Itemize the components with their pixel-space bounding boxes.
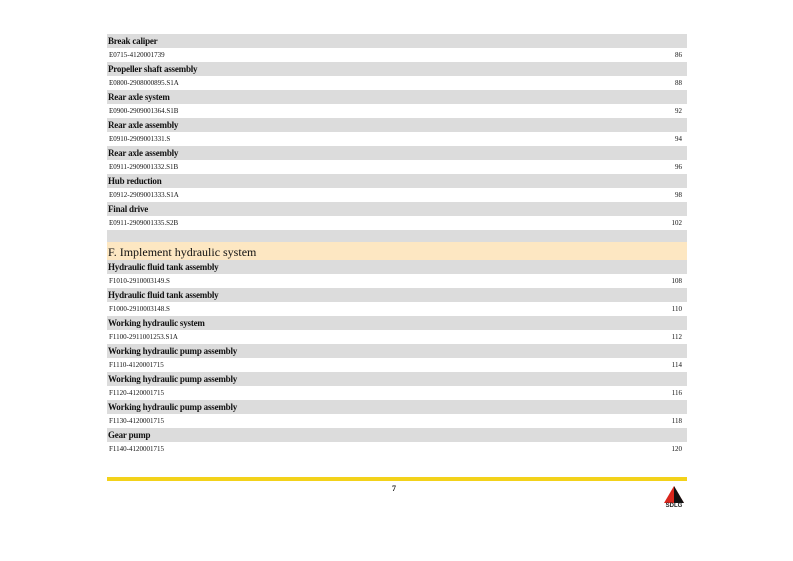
- section-spacer: [107, 230, 687, 242]
- toc-entry-page: 102: [671, 219, 682, 227]
- toc-entry-page: 116: [671, 389, 682, 397]
- toc-entry-title: Gear pump: [107, 428, 687, 442]
- toc-entry-page: 88: [675, 79, 682, 87]
- toc-entry-code: F1010-2910003149.S: [109, 277, 170, 285]
- toc-entry-page: 112: [671, 333, 682, 341]
- toc-entry-code: F1120-4120001715: [109, 389, 164, 397]
- toc-entry-row[interactable]: [107, 48, 687, 62]
- toc-entry-row[interactable]: [107, 104, 687, 118]
- toc-entry-title: Hydraulic fluid tank assembly: [107, 288, 687, 302]
- toc-list-top: [107, 34, 687, 230]
- toc-entry-page: 92: [675, 107, 682, 115]
- toc-entry-row[interactable]: [107, 358, 687, 372]
- toc-entry-code: F1110-4120001715: [109, 361, 164, 369]
- footer-bar: [107, 477, 687, 481]
- toc-entry-page: 114: [671, 361, 682, 369]
- toc-entry-row[interactable]: [107, 188, 687, 202]
- toc-entry-row[interactable]: [107, 414, 687, 428]
- toc-entry-page: 110: [671, 305, 682, 313]
- table-of-contents: [107, 34, 687, 456]
- toc-entry-code: E0800-2908000895.S1A: [109, 79, 179, 87]
- toc-entry-title: Rear axle assembly: [107, 146, 687, 160]
- toc-entry-page: 108: [671, 277, 682, 285]
- page-number: 7: [392, 484, 396, 493]
- toc-entry-row[interactable]: [107, 442, 687, 456]
- toc-entry-page: 98: [675, 191, 682, 199]
- toc-entry-title: Rear axle system: [107, 90, 687, 104]
- toc-entry-title: Working hydraulic pump assembly: [107, 344, 687, 358]
- toc-entry-title: Rear axle assembly: [107, 118, 687, 132]
- toc-entry-title: Working hydraulic pump assembly: [107, 372, 687, 386]
- toc-entry-row[interactable]: [107, 132, 687, 146]
- toc-entry-code: F1000-2910003148.S: [109, 305, 170, 313]
- toc-entry-page: 118: [671, 417, 682, 425]
- toc-entry-code: E0715-4120001739: [109, 51, 165, 59]
- toc-list-bottom: [107, 260, 687, 456]
- toc-entry-row[interactable]: [107, 160, 687, 174]
- toc-entry-code: E0911-2909001335.S2B: [109, 219, 179, 227]
- toc-entry-title: Propeller shaft assembly: [107, 62, 687, 76]
- toc-entry-page: 94: [675, 135, 682, 143]
- toc-entry-title: Hydraulic fluid tank assembly: [107, 260, 687, 274]
- toc-entry-code: E0912-2909001333.S1A: [109, 191, 179, 199]
- toc-entry-code: F1130-4120001715: [109, 417, 164, 425]
- sdlg-logo-icon: [659, 484, 689, 514]
- toc-entry-code: E0911-2909001332.S1B: [109, 163, 179, 171]
- toc-entry-row[interactable]: [107, 302, 687, 316]
- toc-entry-row[interactable]: [107, 386, 687, 400]
- toc-entry-code: E0910-2909001331.S: [109, 135, 171, 143]
- toc-entry-title: Hub reduction: [107, 174, 687, 188]
- toc-entry-title: Break caliper: [107, 34, 687, 48]
- toc-entry-row[interactable]: [107, 274, 687, 288]
- toc-entry-row[interactable]: [107, 76, 687, 90]
- toc-entry-title: Working hydraulic system: [107, 316, 687, 330]
- toc-entry-page: 96: [675, 163, 682, 171]
- logo-text: SDLG: [665, 503, 683, 509]
- toc-entry-page: 86: [675, 51, 682, 59]
- toc-entry-page: 120: [671, 445, 682, 453]
- toc-entry-code: F1140-4120001715: [109, 445, 164, 453]
- toc-entry-row[interactable]: [107, 330, 687, 344]
- toc-entry-code: E0900-2909001364.S1B: [109, 107, 179, 115]
- toc-entry-title: Working hydraulic pump assembly: [107, 400, 687, 414]
- toc-entry-row[interactable]: [107, 216, 687, 230]
- toc-entry-title: Final drive: [107, 202, 687, 216]
- toc-entry-code: F1100-2911001253.S1A: [109, 333, 178, 341]
- section-heading: F. Implement hydraulic system: [107, 242, 687, 260]
